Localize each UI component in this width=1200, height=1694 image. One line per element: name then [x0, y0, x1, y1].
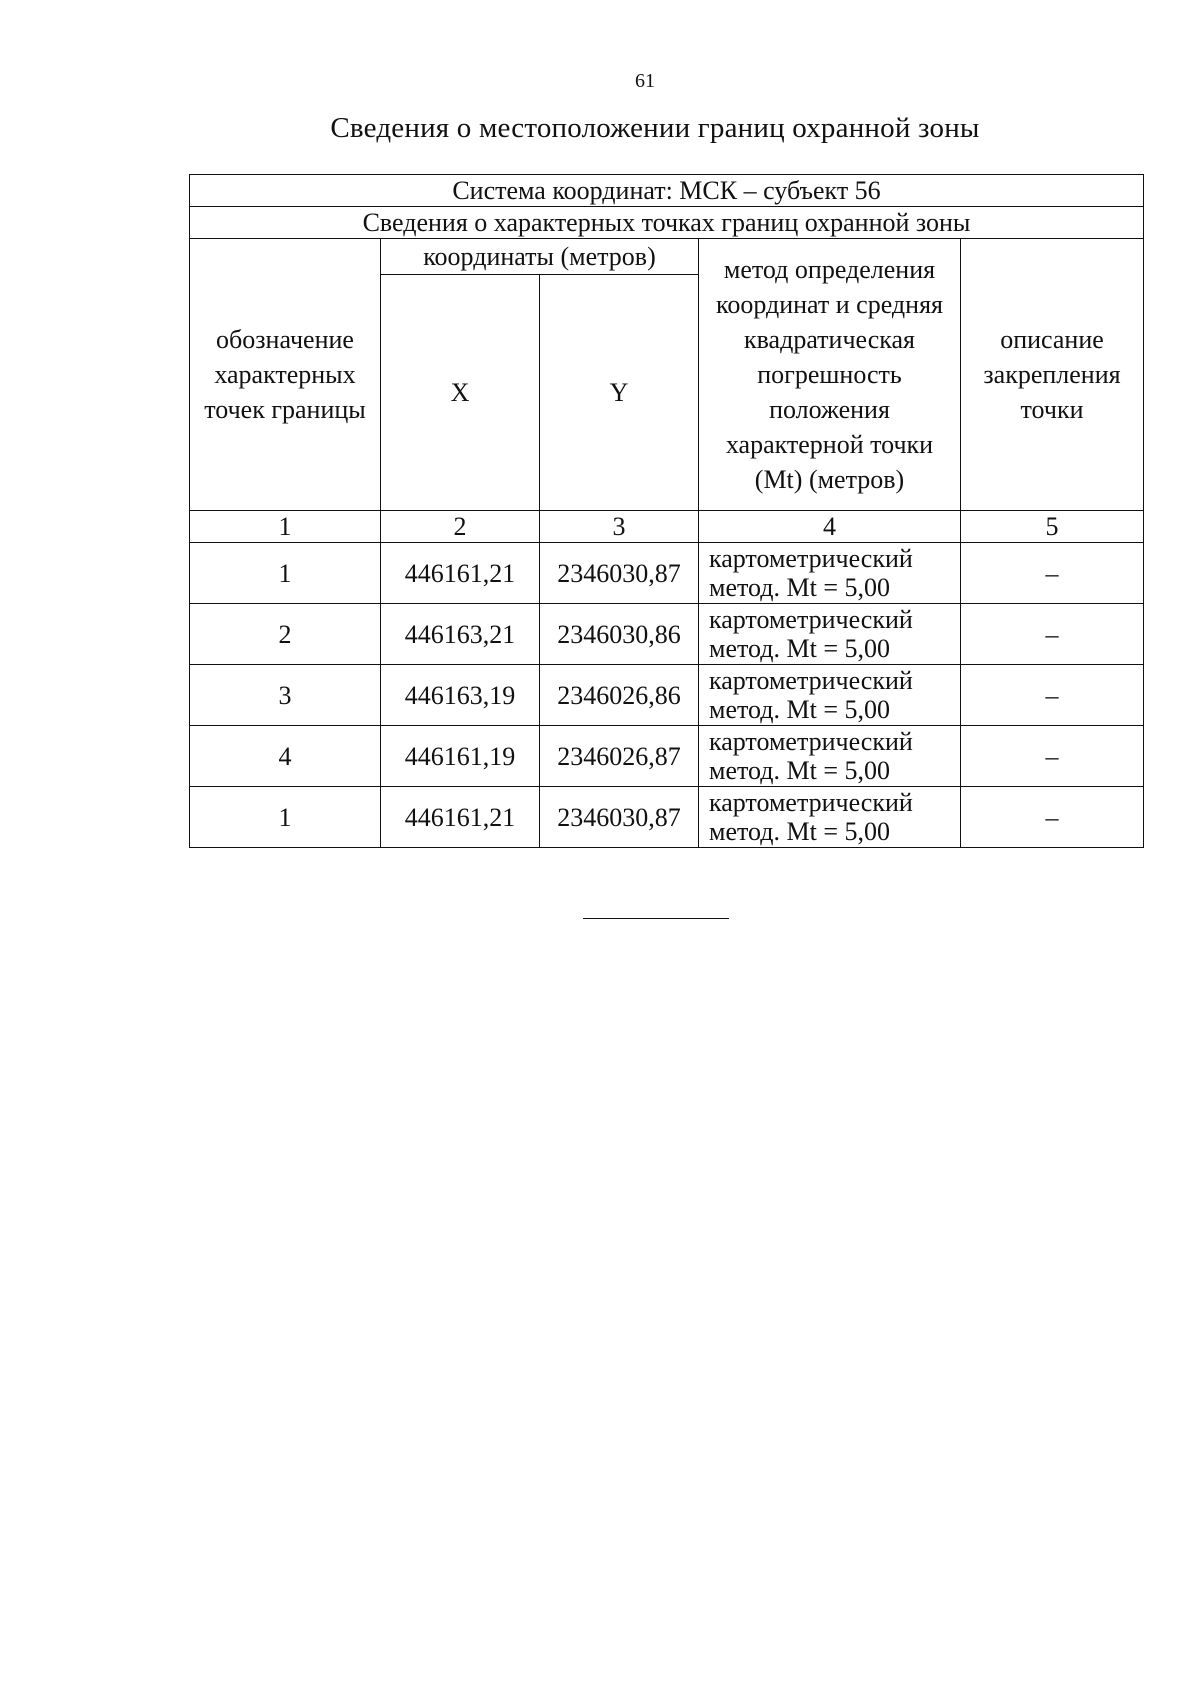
column-number: 5: [961, 511, 1144, 543]
point-cell: 1: [190, 543, 381, 604]
column-numbers-row: [190, 511, 1144, 543]
description-cell: –: [961, 665, 1144, 726]
column-number: 4: [699, 511, 961, 543]
header-designation: обозначение характерных точек границы: [190, 239, 381, 511]
end-rule-divider: [583, 918, 729, 919]
method-line: картометрический: [709, 666, 913, 695]
x-cell: 446161,21: [381, 787, 540, 848]
table-row: [190, 665, 1144, 726]
y-cell: 2346030,87: [540, 787, 699, 848]
x-cell: 446161,19: [381, 726, 540, 787]
header-x: X: [381, 275, 540, 511]
x-cell: 446163,19: [381, 665, 540, 726]
coordinate-system-row: [190, 175, 1144, 207]
y-cell: 2346030,86: [540, 604, 699, 665]
method-line: картометрический: [709, 727, 913, 756]
table-row: [190, 726, 1144, 787]
table-row: [190, 543, 1144, 604]
column-number: 3: [540, 511, 699, 543]
method-cell: [699, 604, 961, 665]
method-line: картометрический: [709, 605, 913, 634]
point-cell: 4: [190, 726, 381, 787]
header-method: метод определения координат и средняя квадратическая погрешность положения характерной точки (Mt) (метров): [699, 239, 961, 511]
x-cell: 446163,21: [381, 604, 540, 665]
coordinate-system-cell: Система координат: МСК – субъект 56: [190, 175, 1144, 207]
header-y: Y: [540, 275, 699, 511]
column-number: 2: [381, 511, 540, 543]
table-row: [190, 604, 1144, 665]
points-info-cell: Сведения о характерных точках границ охранной зоны: [190, 207, 1144, 239]
table-row: [190, 787, 1144, 848]
description-cell: –: [961, 543, 1144, 604]
method-cell: [699, 543, 961, 604]
method-line: картометрический: [709, 788, 913, 817]
header-description: описание закрепления точки: [961, 239, 1144, 511]
description-cell: –: [961, 787, 1144, 848]
point-cell: 1: [190, 787, 381, 848]
method-line: метод. Mt = 5,00: [709, 573, 890, 602]
page-title: Сведения о местоположении границ охранной зоны: [330, 112, 980, 144]
points-info-row: [190, 207, 1144, 239]
y-cell: 2346026,86: [540, 665, 699, 726]
description-cell: –: [961, 726, 1144, 787]
method-line: картометрический: [709, 544, 913, 573]
method-cell: [699, 726, 961, 787]
method-line: метод. Mt = 5,00: [709, 634, 890, 663]
method-line: метод. Mt = 5,00: [709, 756, 890, 785]
point-cell: 3: [190, 665, 381, 726]
header-coordinates: координаты (метров): [381, 239, 699, 275]
y-cell: 2346030,87: [540, 543, 699, 604]
method-cell: [699, 787, 961, 848]
method-line: метод. Mt = 5,00: [709, 695, 890, 724]
page-number: 61: [635, 70, 655, 92]
y-cell: 2346026,87: [540, 726, 699, 787]
header-row: [190, 239, 1144, 275]
method-line: метод. Mt = 5,00: [709, 817, 890, 846]
coordinates-table: [189, 174, 1144, 848]
description-cell: –: [961, 604, 1144, 665]
column-number: 1: [190, 511, 381, 543]
method-cell: [699, 665, 961, 726]
point-cell: 2: [190, 604, 381, 665]
x-cell: 446161,21: [381, 543, 540, 604]
